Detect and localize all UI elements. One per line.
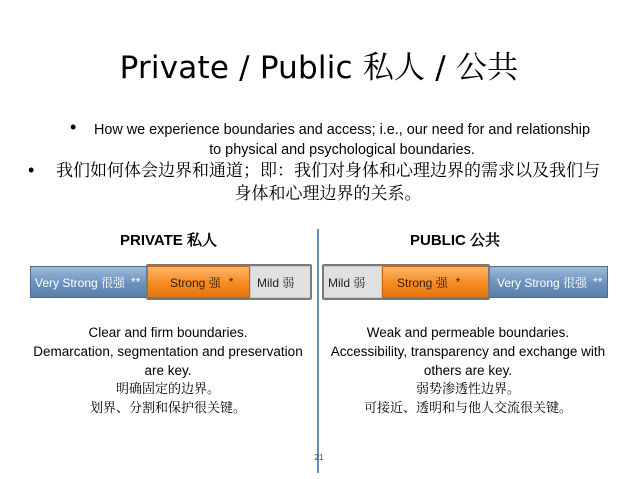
private-heading: PRIVATE 私人 (120, 232, 217, 249)
private-strong-label: Strong 强 (170, 275, 221, 290)
bullet-marker: • (70, 117, 77, 137)
public-very-strong-marker: ** (593, 275, 603, 289)
private-scale-bar (30, 266, 312, 298)
public-desc-line: Accessibility, transparency and exchange with others are key. (330, 344, 606, 378)
private-desc-line: Clear and firm boundaries. (88, 325, 248, 340)
private-very-strong-segment (30, 266, 150, 298)
public-desc-line-cn: 弱势渗透性边界。 (415, 382, 520, 397)
bullet-marker: • (28, 160, 35, 180)
public-very-strong-segment (488, 266, 608, 298)
bullet-chinese: 我们如何体会边界和通道；即：我们对身体和心理边界的需求以及我们与身体和心理边界的关系。 (56, 161, 600, 204)
center-divider (317, 229, 319, 473)
public-desc-line: Weak and permeable boundaries. (366, 325, 570, 340)
public-strong-label: Strong 强 (397, 275, 448, 290)
private-description (28, 323, 308, 418)
public-strong-marker: * (455, 275, 461, 289)
slide-title: Private / Public 私人 / 公共 (119, 50, 519, 86)
public-heading: PUBLIC 公共 (410, 232, 501, 249)
private-desc-line: Demarcation, segmentation and preservation are key. (33, 344, 303, 378)
public-desc-line-cn: 可接近、透明和与他人交流很关键。 (363, 401, 572, 416)
private-desc-line-cn: 划界、分割和保护很关键。 (89, 401, 246, 416)
public-mild-label: Mild 弱 (328, 275, 366, 290)
private-desc-line-cn: 明确固定的边界。 (115, 382, 220, 397)
bullet-english: How we experience boundaries and access; i.e., our need for and relationship to physical and psychological boundaries. (94, 122, 590, 158)
public-scale-bar (322, 266, 608, 298)
public-segment-outline (322, 264, 490, 300)
private-mild-label: Mild 弱 (257, 275, 295, 290)
private-strong-marker: * (228, 275, 234, 289)
public-description (328, 323, 608, 418)
private-very-strong-marker: ** (131, 275, 141, 289)
public-very-strong-label: Very Strong 很强 (497, 275, 588, 290)
private-segment-outline (146, 264, 312, 300)
private-very-strong-label: Very Strong 很强 (35, 275, 126, 290)
page-number: 21 (314, 453, 324, 462)
